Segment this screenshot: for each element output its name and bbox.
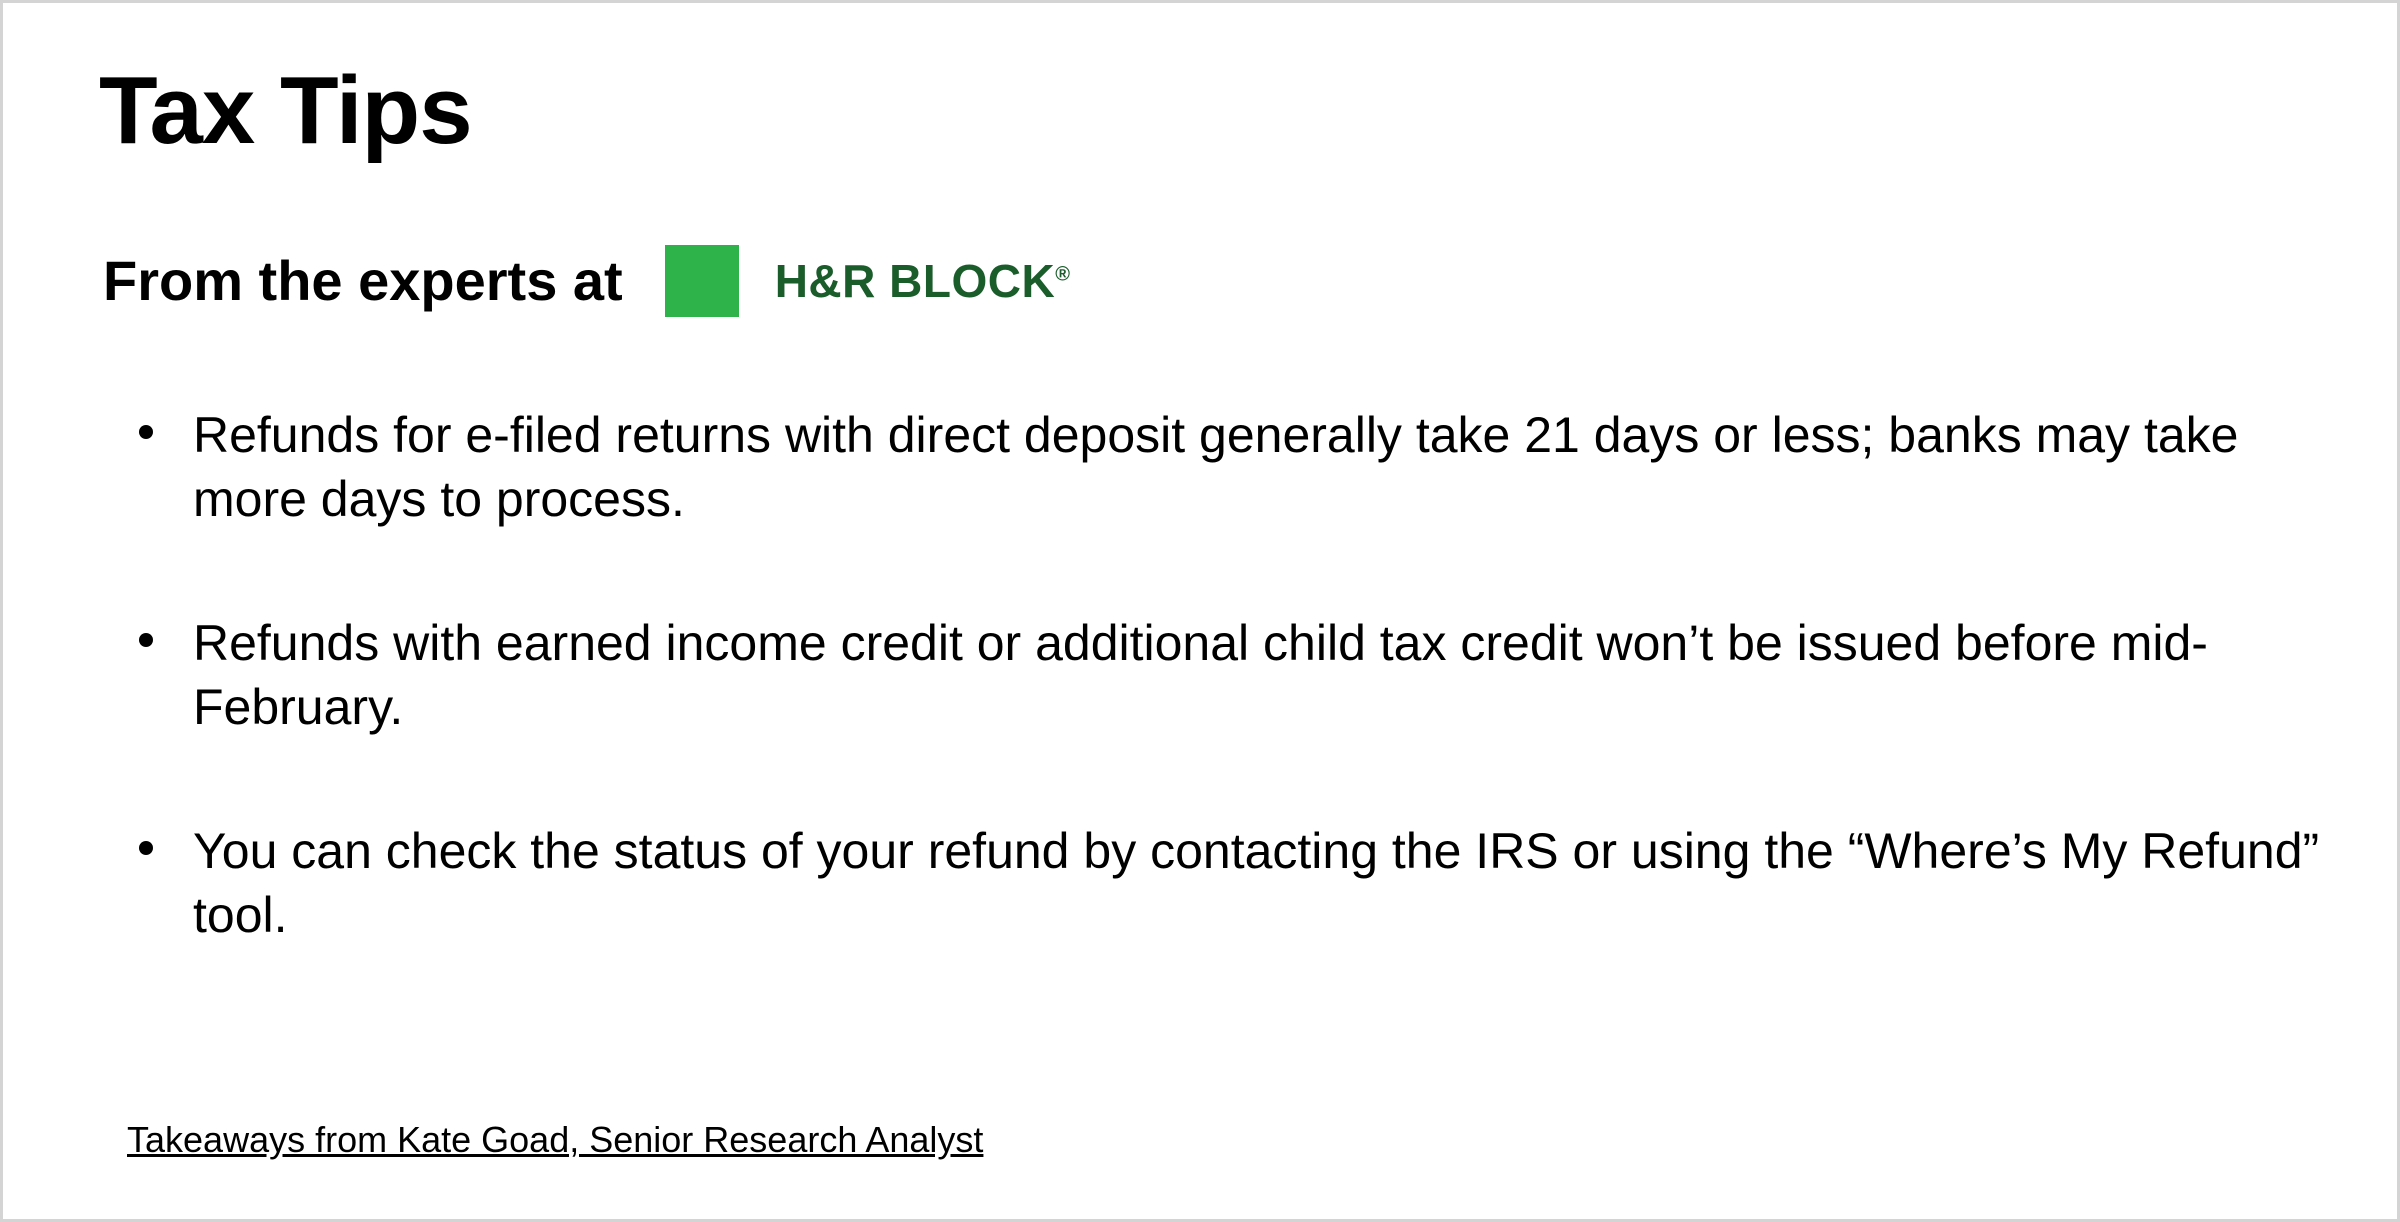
page-title: Tax Tips — [99, 57, 472, 164]
green-square-icon — [665, 245, 739, 317]
hrblock-logo — [665, 245, 1071, 317]
list-item — [131, 819, 2361, 947]
bullet-dot-icon — [139, 633, 153, 647]
subtitle-row — [103, 243, 1070, 319]
subtitle-text: From the experts at — [103, 249, 623, 312]
list-item — [131, 403, 2361, 531]
list-item-text: Refunds with earned income credit or additional child tax credit won’t be issued before mid-February. — [193, 615, 2208, 735]
list-item — [131, 611, 2361, 739]
source-attribution: Takeaways from Kate Goad, Senior Research Analyst — [127, 1118, 984, 1160]
hrblock-wordmark — [774, 255, 1071, 307]
registered-mark: ® — [1055, 263, 1071, 286]
hrblock-wordmark-text: H&R BLOCK — [774, 255, 1056, 307]
bullet-list — [131, 403, 2361, 947]
list-item-text: You can check the status of your refund by contacting the IRS or using the “Where’s My Refund” tool. — [193, 823, 2320, 943]
bullet-dot-icon — [139, 425, 153, 439]
list-item-text: Refunds for e-filed returns with direct deposit generally take 21 days or less; banks may take more days to process. — [193, 407, 2239, 527]
bullet-dot-icon — [139, 841, 153, 855]
